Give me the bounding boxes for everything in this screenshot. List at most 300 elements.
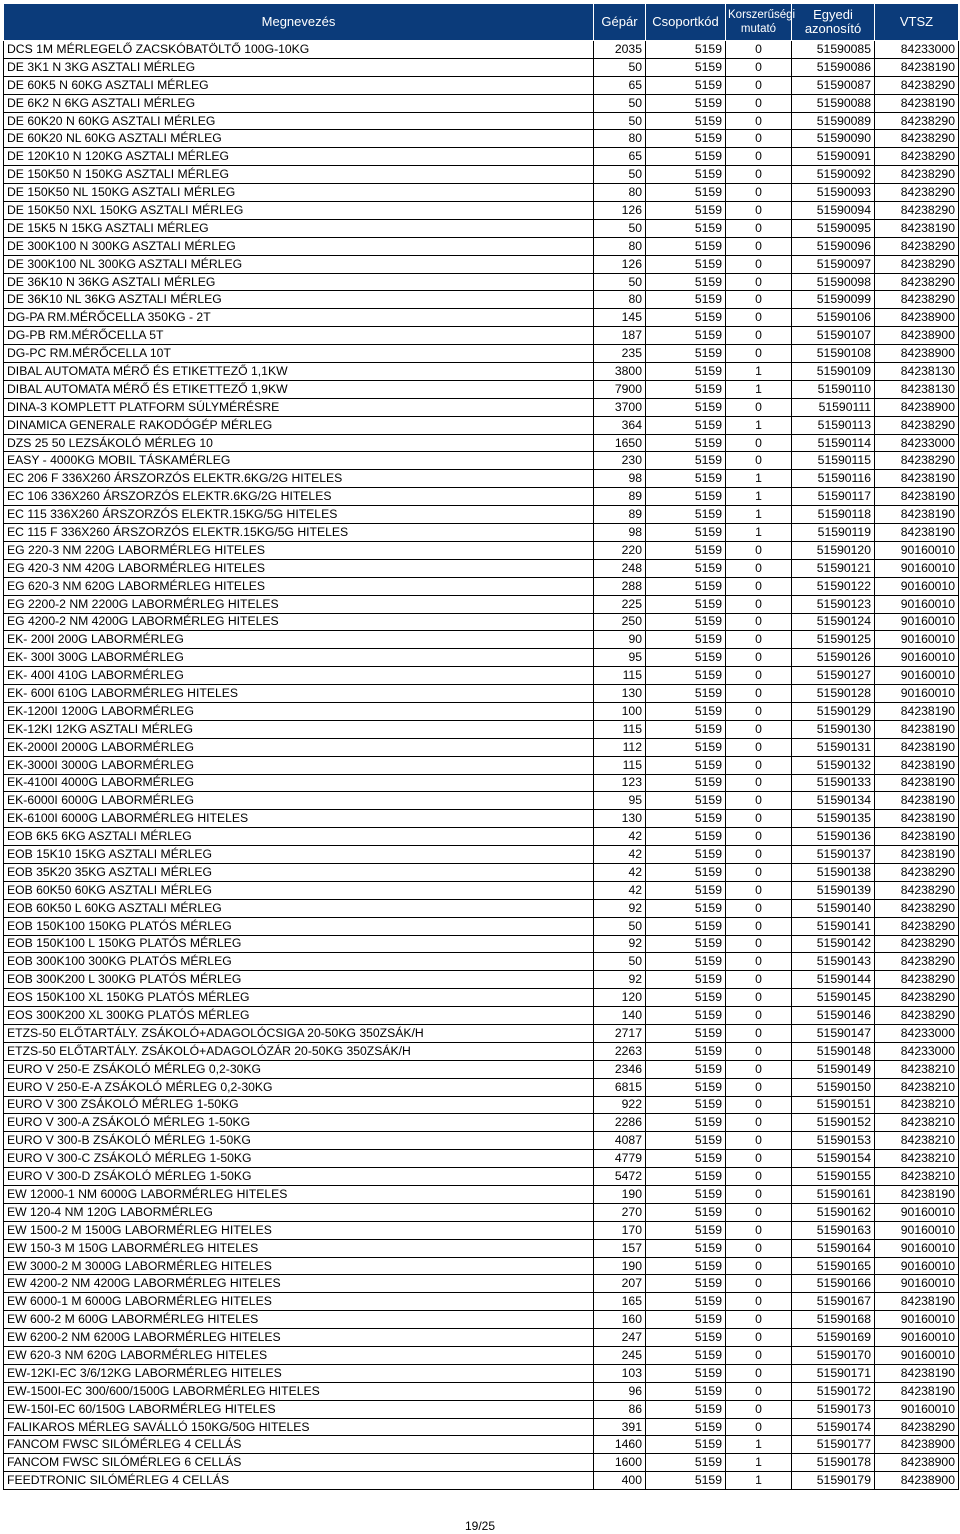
table-row	[4, 1347, 959, 1365]
cell-gepar: 50	[594, 58, 646, 76]
cell-vtsz: 84238190	[875, 702, 959, 720]
cell-csoportkod: 5159	[646, 58, 726, 76]
cell-egyedi-azonosito: 51590099	[792, 291, 875, 309]
cell-megnevezes: ETZS-50 ELŐTARTÁLY. ZSÁKOLÓ+ADAGOLÓZÁR 20-50KG 350ZSÁK/H	[4, 1042, 594, 1060]
cell-vtsz: 84238290	[875, 148, 959, 166]
cell-vtsz: 84238290	[875, 917, 959, 935]
cell-csoportkod: 5159	[646, 685, 726, 703]
cell-korszerusegi: 0	[726, 863, 792, 881]
cell-csoportkod: 5159	[646, 702, 726, 720]
cell-vtsz: 84238290	[875, 255, 959, 273]
cell-egyedi-azonosito: 51590136	[792, 828, 875, 846]
cell-gepar: 130	[594, 810, 646, 828]
cell-gepar: 42	[594, 846, 646, 864]
cell-gepar: 42	[594, 828, 646, 846]
cell-gepar: 170	[594, 1221, 646, 1239]
cell-vtsz: 90160010	[875, 1275, 959, 1293]
cell-korszerusegi: 0	[726, 327, 792, 345]
table-row	[4, 524, 959, 542]
cell-megnevezes: DIBAL AUTOMATA MÉRŐ ÉS ETIKETTEZŐ 1,1KW	[4, 363, 594, 381]
price-list-sheet	[3, 3, 958, 1490]
cell-megnevezes: EW 6000-1 M 6000G LABORMÉRLEG HITELES	[4, 1293, 594, 1311]
cell-egyedi-azonosito: 51590164	[792, 1239, 875, 1257]
cell-gepar: 50	[594, 273, 646, 291]
cell-gepar: 42	[594, 863, 646, 881]
cell-megnevezes: EOS 150K100 XL 150KG PLATÓS MÉRLEG	[4, 989, 594, 1007]
cell-csoportkod: 5159	[646, 219, 726, 237]
cell-egyedi-azonosito: 51590153	[792, 1132, 875, 1150]
cell-korszerusegi: 0	[726, 255, 792, 273]
cell-gepar: 89	[594, 488, 646, 506]
table-row	[4, 935, 959, 953]
cell-csoportkod: 5159	[646, 1454, 726, 1472]
table-row	[4, 470, 959, 488]
cell-egyedi-azonosito: 51590179	[792, 1472, 875, 1490]
cell-gepar: 2263	[594, 1042, 646, 1060]
cell-egyedi-azonosito: 51590178	[792, 1454, 875, 1472]
cell-korszerusegi: 0	[726, 559, 792, 577]
cell-gepar: 5472	[594, 1168, 646, 1186]
cell-gepar: 80	[594, 237, 646, 255]
cell-egyedi-azonosito: 51590147	[792, 1024, 875, 1042]
cell-egyedi-azonosito: 51590108	[792, 345, 875, 363]
cell-vtsz: 90160010	[875, 1347, 959, 1365]
cell-csoportkod: 5159	[646, 863, 726, 881]
cell-egyedi-azonosito: 51590091	[792, 148, 875, 166]
cell-gepar: 364	[594, 416, 646, 434]
cell-megnevezes: EC 206 F 336X260 ÁRSZORZÓS ELEKTR.6KG/2G HITELES	[4, 470, 594, 488]
cell-csoportkod: 5159	[646, 345, 726, 363]
cell-egyedi-azonosito: 51590173	[792, 1400, 875, 1418]
cell-megnevezes: DG-PC RM.MÉRŐCELLA 10T	[4, 345, 594, 363]
table-row	[4, 828, 959, 846]
cell-korszerusegi: 0	[726, 345, 792, 363]
cell-korszerusegi: 0	[726, 1221, 792, 1239]
cell-csoportkod: 5159	[646, 1132, 726, 1150]
cell-gepar: 126	[594, 202, 646, 220]
cell-csoportkod: 5159	[646, 470, 726, 488]
cell-korszerusegi: 1	[726, 1472, 792, 1490]
cell-gepar: 50	[594, 94, 646, 112]
cell-gepar: 7900	[594, 380, 646, 398]
cell-csoportkod: 5159	[646, 577, 726, 595]
cell-egyedi-azonosito: 51590166	[792, 1275, 875, 1293]
cell-gepar: 922	[594, 1096, 646, 1114]
cell-megnevezes: EOB 60K50 L 60KG ASZTALI MÉRLEG	[4, 899, 594, 917]
cell-megnevezes: DINAMICA GENERALE RAKODÓGÉP MÉRLEG	[4, 416, 594, 434]
cell-vtsz: 90160010	[875, 577, 959, 595]
cell-egyedi-azonosito: 51590172	[792, 1382, 875, 1400]
cell-gepar: 115	[594, 720, 646, 738]
cell-gepar: 2717	[594, 1024, 646, 1042]
cell-egyedi-azonosito: 51590089	[792, 112, 875, 130]
cell-megnevezes: EW-12KI-EC 3/6/12KG LABORMÉRLEG HITELES	[4, 1364, 594, 1382]
cell-csoportkod: 5159	[646, 1096, 726, 1114]
cell-gepar: 50	[594, 166, 646, 184]
cell-gepar: 145	[594, 309, 646, 327]
cell-vtsz: 84233000	[875, 1042, 959, 1060]
cell-vtsz: 84238210	[875, 1096, 959, 1114]
cell-gepar: 115	[594, 667, 646, 685]
cell-egyedi-azonosito: 51590144	[792, 971, 875, 989]
cell-egyedi-azonosito: 51590131	[792, 738, 875, 756]
table-row	[4, 58, 959, 76]
cell-korszerusegi: 0	[726, 702, 792, 720]
table-row	[4, 613, 959, 631]
cell-megnevezes: FANCOM FWSC SILÓMÉRLEG 4 CELLÁS	[4, 1436, 594, 1454]
cell-megnevezes: EURO V 300-A ZSÁKOLÓ MÉRLEG 1-50KG	[4, 1114, 594, 1132]
cell-korszerusegi: 0	[726, 1114, 792, 1132]
cell-megnevezes: DG-PA RM.MÉRŐCELLA 350KG - 2T	[4, 309, 594, 327]
cell-vtsz: 84238190	[875, 1364, 959, 1382]
cell-gepar: 1460	[594, 1436, 646, 1454]
table-row	[4, 291, 959, 309]
cell-egyedi-azonosito: 51590113	[792, 416, 875, 434]
table-row	[4, 1114, 959, 1132]
table-row	[4, 184, 959, 202]
cell-egyedi-azonosito: 51590118	[792, 506, 875, 524]
cell-vtsz: 90160010	[875, 1329, 959, 1347]
cell-megnevezes: EK-2000I 2000G LABORMÉRLEG	[4, 738, 594, 756]
table-row	[4, 1007, 959, 1025]
cell-gepar: 2035	[594, 41, 646, 59]
cell-megnevezes: DE 120K10 N 120KG ASZTALI MÉRLEG	[4, 148, 594, 166]
cell-gepar: 187	[594, 327, 646, 345]
cell-csoportkod: 5159	[646, 1239, 726, 1257]
cell-korszerusegi: 0	[726, 148, 792, 166]
cell-megnevezes: FALIKAROS MÉRLEG SAVÁLLÓ 150KG/50G HITELES	[4, 1418, 594, 1436]
cell-vtsz: 90160010	[875, 631, 959, 649]
cell-csoportkod: 5159	[646, 112, 726, 130]
cell-csoportkod: 5159	[646, 935, 726, 953]
cell-gepar: 225	[594, 595, 646, 613]
table-row	[4, 202, 959, 220]
table-row	[4, 595, 959, 613]
cell-vtsz: 84238290	[875, 112, 959, 130]
cell-korszerusegi: 1	[726, 1436, 792, 1454]
table-row	[4, 273, 959, 291]
cell-egyedi-azonosito: 51590117	[792, 488, 875, 506]
cell-egyedi-azonosito: 51590137	[792, 846, 875, 864]
cell-korszerusegi: 0	[726, 166, 792, 184]
cell-egyedi-azonosito: 51590145	[792, 989, 875, 1007]
cell-vtsz: 84233000	[875, 1024, 959, 1042]
cell-megnevezes: EK-4100I 4000G LABORMÉRLEG	[4, 774, 594, 792]
cell-egyedi-azonosito: 51590149	[792, 1060, 875, 1078]
cell-korszerusegi: 0	[726, 291, 792, 309]
cell-egyedi-azonosito: 51590087	[792, 76, 875, 94]
cell-vtsz: 84238290	[875, 971, 959, 989]
cell-csoportkod: 5159	[646, 613, 726, 631]
cell-vtsz: 90160010	[875, 1221, 959, 1239]
header-megnevezes: Megnevezés	[4, 4, 594, 41]
cell-csoportkod: 5159	[646, 667, 726, 685]
table-row	[4, 649, 959, 667]
table-row	[4, 94, 959, 112]
cell-megnevezes: DE 300K100 NL 300KG ASZTALI MÉRLEG	[4, 255, 594, 273]
cell-megnevezes: EOB 150K100 150KG PLATÓS MÉRLEG	[4, 917, 594, 935]
table-row	[4, 863, 959, 881]
cell-egyedi-azonosito: 51590086	[792, 58, 875, 76]
cell-korszerusegi: 0	[726, 1150, 792, 1168]
cell-megnevezes: EK- 200I 200G LABORMÉRLEG	[4, 631, 594, 649]
cell-csoportkod: 5159	[646, 184, 726, 202]
cell-megnevezes: DE 36K10 N 36KG ASZTALI MÉRLEG	[4, 273, 594, 291]
cell-vtsz: 84238290	[875, 863, 959, 881]
cell-csoportkod: 5159	[646, 327, 726, 345]
cell-korszerusegi: 0	[726, 792, 792, 810]
table-row	[4, 1132, 959, 1150]
cell-csoportkod: 5159	[646, 1007, 726, 1025]
cell-csoportkod: 5159	[646, 774, 726, 792]
cell-vtsz: 84238290	[875, 130, 959, 148]
cell-vtsz: 90160010	[875, 559, 959, 577]
cell-korszerusegi: 0	[726, 1418, 792, 1436]
cell-egyedi-azonosito: 51590142	[792, 935, 875, 953]
cell-megnevezes: EURO V 300-D ZSÁKOLÓ MÉRLEG 1-50KG	[4, 1168, 594, 1186]
cell-gepar: 65	[594, 148, 646, 166]
table-row	[4, 130, 959, 148]
table-row	[4, 917, 959, 935]
cell-gepar: 50	[594, 219, 646, 237]
cell-vtsz: 90160010	[875, 649, 959, 667]
cell-csoportkod: 5159	[646, 291, 726, 309]
cell-vtsz: 84238190	[875, 756, 959, 774]
cell-korszerusegi: 0	[726, 41, 792, 59]
cell-korszerusegi: 0	[726, 917, 792, 935]
table-row	[4, 452, 959, 470]
cell-vtsz: 84238190	[875, 846, 959, 864]
cell-egyedi-azonosito: 51590125	[792, 631, 875, 649]
cell-korszerusegi: 0	[726, 613, 792, 631]
cell-gepar: 115	[594, 756, 646, 774]
cell-korszerusegi: 0	[726, 577, 792, 595]
cell-gepar: 95	[594, 792, 646, 810]
cell-csoportkod: 5159	[646, 1150, 726, 1168]
cell-egyedi-azonosito: 51590126	[792, 649, 875, 667]
cell-megnevezes: EW 150-3 M 150G LABORMÉRLEG HITELES	[4, 1239, 594, 1257]
cell-egyedi-azonosito: 51590107	[792, 327, 875, 345]
table-row	[4, 237, 959, 255]
table-row	[4, 1400, 959, 1418]
cell-korszerusegi: 0	[726, 1078, 792, 1096]
cell-megnevezes: DE 150K50 NXL 150KG ASZTALI MÉRLEG	[4, 202, 594, 220]
cell-megnevezes: EW 1500-2 M 1500G LABORMÉRLEG HITELES	[4, 1221, 594, 1239]
cell-gepar: 90	[594, 631, 646, 649]
cell-vtsz: 84238210	[875, 1114, 959, 1132]
cell-megnevezes: EW 4200-2 NM 4200G LABORMÉRLEG HITELES	[4, 1275, 594, 1293]
cell-egyedi-azonosito: 51590098	[792, 273, 875, 291]
cell-korszerusegi: 1	[726, 524, 792, 542]
cell-csoportkod: 5159	[646, 881, 726, 899]
cell-megnevezes: EK-6000I 6000G LABORMÉRLEG	[4, 792, 594, 810]
cell-egyedi-azonosito: 51590138	[792, 863, 875, 881]
cell-vtsz: 84238190	[875, 1293, 959, 1311]
cell-gepar: 50	[594, 112, 646, 130]
page-number: 19/25	[464, 1519, 496, 1533]
cell-vtsz: 84233000	[875, 434, 959, 452]
cell-megnevezes: FANCOM FWSC SILÓMÉRLEG 6 CELLÁS	[4, 1454, 594, 1472]
cell-megnevezes: DE 6K2 N 6KG ASZTALI MÉRLEG	[4, 94, 594, 112]
cell-gepar: 160	[594, 1311, 646, 1329]
table-row	[4, 702, 959, 720]
cell-egyedi-azonosito: 51590140	[792, 899, 875, 917]
cell-csoportkod: 5159	[646, 237, 726, 255]
cell-egyedi-azonosito: 51590132	[792, 756, 875, 774]
cell-csoportkod: 5159	[646, 1168, 726, 1186]
table-row	[4, 577, 959, 595]
cell-gepar: 96	[594, 1382, 646, 1400]
cell-egyedi-azonosito: 51590094	[792, 202, 875, 220]
cell-egyedi-azonosito: 51590150	[792, 1078, 875, 1096]
cell-egyedi-azonosito: 51590139	[792, 881, 875, 899]
cell-megnevezes: EK-3000I 3000G LABORMÉRLEG	[4, 756, 594, 774]
cell-gepar: 250	[594, 613, 646, 631]
cell-egyedi-azonosito: 51590177	[792, 1436, 875, 1454]
cell-csoportkod: 5159	[646, 506, 726, 524]
cell-vtsz: 84238190	[875, 828, 959, 846]
cell-megnevezes: DE 60K20 N 60KG ASZTALI MÉRLEG	[4, 112, 594, 130]
cell-korszerusegi: 0	[726, 1024, 792, 1042]
cell-korszerusegi: 0	[726, 756, 792, 774]
cell-vtsz: 84238190	[875, 58, 959, 76]
cell-vtsz: 84238900	[875, 1454, 959, 1472]
cell-vtsz: 84238190	[875, 738, 959, 756]
table-row	[4, 1060, 959, 1078]
cell-korszerusegi: 0	[726, 881, 792, 899]
cell-megnevezes: EK-1200I 1200G LABORMÉRLEG	[4, 702, 594, 720]
cell-megnevezes: EOB 300K100 300KG PLATÓS MÉRLEG	[4, 953, 594, 971]
cell-megnevezes: EC 115 336X260 ÁRSZORZÓS ELEKTR.15KG/5G HITELES	[4, 506, 594, 524]
cell-egyedi-azonosito: 51590106	[792, 309, 875, 327]
cell-gepar: 220	[594, 541, 646, 559]
cell-gepar: 1650	[594, 434, 646, 452]
cell-korszerusegi: 0	[726, 237, 792, 255]
cell-korszerusegi: 0	[726, 398, 792, 416]
cell-korszerusegi: 0	[726, 1382, 792, 1400]
table-row	[4, 1293, 959, 1311]
cell-egyedi-azonosito: 51590141	[792, 917, 875, 935]
cell-csoportkod: 5159	[646, 1114, 726, 1132]
cell-csoportkod: 5159	[646, 1186, 726, 1204]
cell-gepar: 6815	[594, 1078, 646, 1096]
cell-egyedi-azonosito: 51590134	[792, 792, 875, 810]
cell-vtsz: 90160010	[875, 667, 959, 685]
cell-gepar: 1600	[594, 1454, 646, 1472]
cell-csoportkod: 5159	[646, 255, 726, 273]
cell-csoportkod: 5159	[646, 380, 726, 398]
cell-korszerusegi: 0	[726, 685, 792, 703]
table-row	[4, 1454, 959, 1472]
cell-vtsz: 84238290	[875, 273, 959, 291]
cell-korszerusegi: 0	[726, 1329, 792, 1347]
cell-csoportkod: 5159	[646, 1042, 726, 1060]
table-row	[4, 219, 959, 237]
cell-korszerusegi: 0	[726, 899, 792, 917]
cell-korszerusegi: 0	[726, 58, 792, 76]
cell-gepar: 230	[594, 452, 646, 470]
cell-gepar: 248	[594, 559, 646, 577]
cell-korszerusegi: 0	[726, 595, 792, 613]
cell-gepar: 4087	[594, 1132, 646, 1150]
cell-vtsz: 84238210	[875, 1168, 959, 1186]
cell-gepar: 86	[594, 1400, 646, 1418]
cell-csoportkod: 5159	[646, 1293, 726, 1311]
price-list-table	[3, 3, 959, 1490]
table-row	[4, 756, 959, 774]
cell-csoportkod: 5159	[646, 452, 726, 470]
cell-vtsz: 84238900	[875, 398, 959, 416]
table-row	[4, 738, 959, 756]
cell-csoportkod: 5159	[646, 899, 726, 917]
cell-egyedi-azonosito: 51590095	[792, 219, 875, 237]
cell-csoportkod: 5159	[646, 559, 726, 577]
table-row	[4, 1472, 959, 1490]
table-row	[4, 1168, 959, 1186]
cell-csoportkod: 5159	[646, 649, 726, 667]
cell-vtsz: 84238190	[875, 810, 959, 828]
cell-egyedi-azonosito: 51590148	[792, 1042, 875, 1060]
cell-gepar: 140	[594, 1007, 646, 1025]
cell-gepar: 80	[594, 184, 646, 202]
cell-megnevezes: DE 15K5 N 15KG ASZTALI MÉRLEG	[4, 219, 594, 237]
cell-gepar: 190	[594, 1186, 646, 1204]
cell-korszerusegi: 0	[726, 1186, 792, 1204]
cell-egyedi-azonosito: 51590151	[792, 1096, 875, 1114]
cell-egyedi-azonosito: 51590121	[792, 559, 875, 577]
cell-vtsz: 84233000	[875, 41, 959, 59]
cell-egyedi-azonosito: 51590119	[792, 524, 875, 542]
cell-gepar: 80	[594, 291, 646, 309]
table-row	[4, 667, 959, 685]
cell-egyedi-azonosito: 51590129	[792, 702, 875, 720]
cell-vtsz: 90160010	[875, 685, 959, 703]
cell-megnevezes: EOS 300K200 XL 300KG PLATÓS MÉRLEG	[4, 1007, 594, 1025]
cell-egyedi-azonosito: 51590123	[792, 595, 875, 613]
cell-vtsz: 84238900	[875, 309, 959, 327]
table-row	[4, 434, 959, 452]
cell-megnevezes: DE 60K20 NL 60KG ASZTALI MÉRLEG	[4, 130, 594, 148]
table-row	[4, 1275, 959, 1293]
table-row	[4, 1096, 959, 1114]
cell-vtsz: 84238290	[875, 1007, 959, 1025]
cell-csoportkod: 5159	[646, 273, 726, 291]
cell-megnevezes: DG-PB RM.MÉRŐCELLA 5T	[4, 327, 594, 345]
cell-vtsz: 84238290	[875, 989, 959, 1007]
cell-egyedi-azonosito: 51590093	[792, 184, 875, 202]
cell-vtsz: 84238290	[875, 953, 959, 971]
cell-csoportkod: 5159	[646, 1311, 726, 1329]
cell-korszerusegi: 0	[726, 1042, 792, 1060]
cell-csoportkod: 5159	[646, 130, 726, 148]
cell-gepar: 98	[594, 470, 646, 488]
cell-csoportkod: 5159	[646, 595, 726, 613]
cell-csoportkod: 5159	[646, 363, 726, 381]
cell-korszerusegi: 0	[726, 130, 792, 148]
table-row	[4, 112, 959, 130]
cell-vtsz: 90160010	[875, 595, 959, 613]
cell-korszerusegi: 0	[726, 935, 792, 953]
table-row	[4, 1257, 959, 1275]
cell-korszerusegi: 0	[726, 649, 792, 667]
cell-egyedi-azonosito: 51590120	[792, 541, 875, 559]
cell-egyedi-azonosito: 51590135	[792, 810, 875, 828]
cell-korszerusegi: 0	[726, 434, 792, 452]
cell-korszerusegi: 1	[726, 488, 792, 506]
cell-megnevezes: EOB 150K100 L 150KG PLATÓS MÉRLEG	[4, 935, 594, 953]
table-row	[4, 1239, 959, 1257]
cell-megnevezes: EW 120-4 NM 120G LABORMÉRLEG	[4, 1203, 594, 1221]
